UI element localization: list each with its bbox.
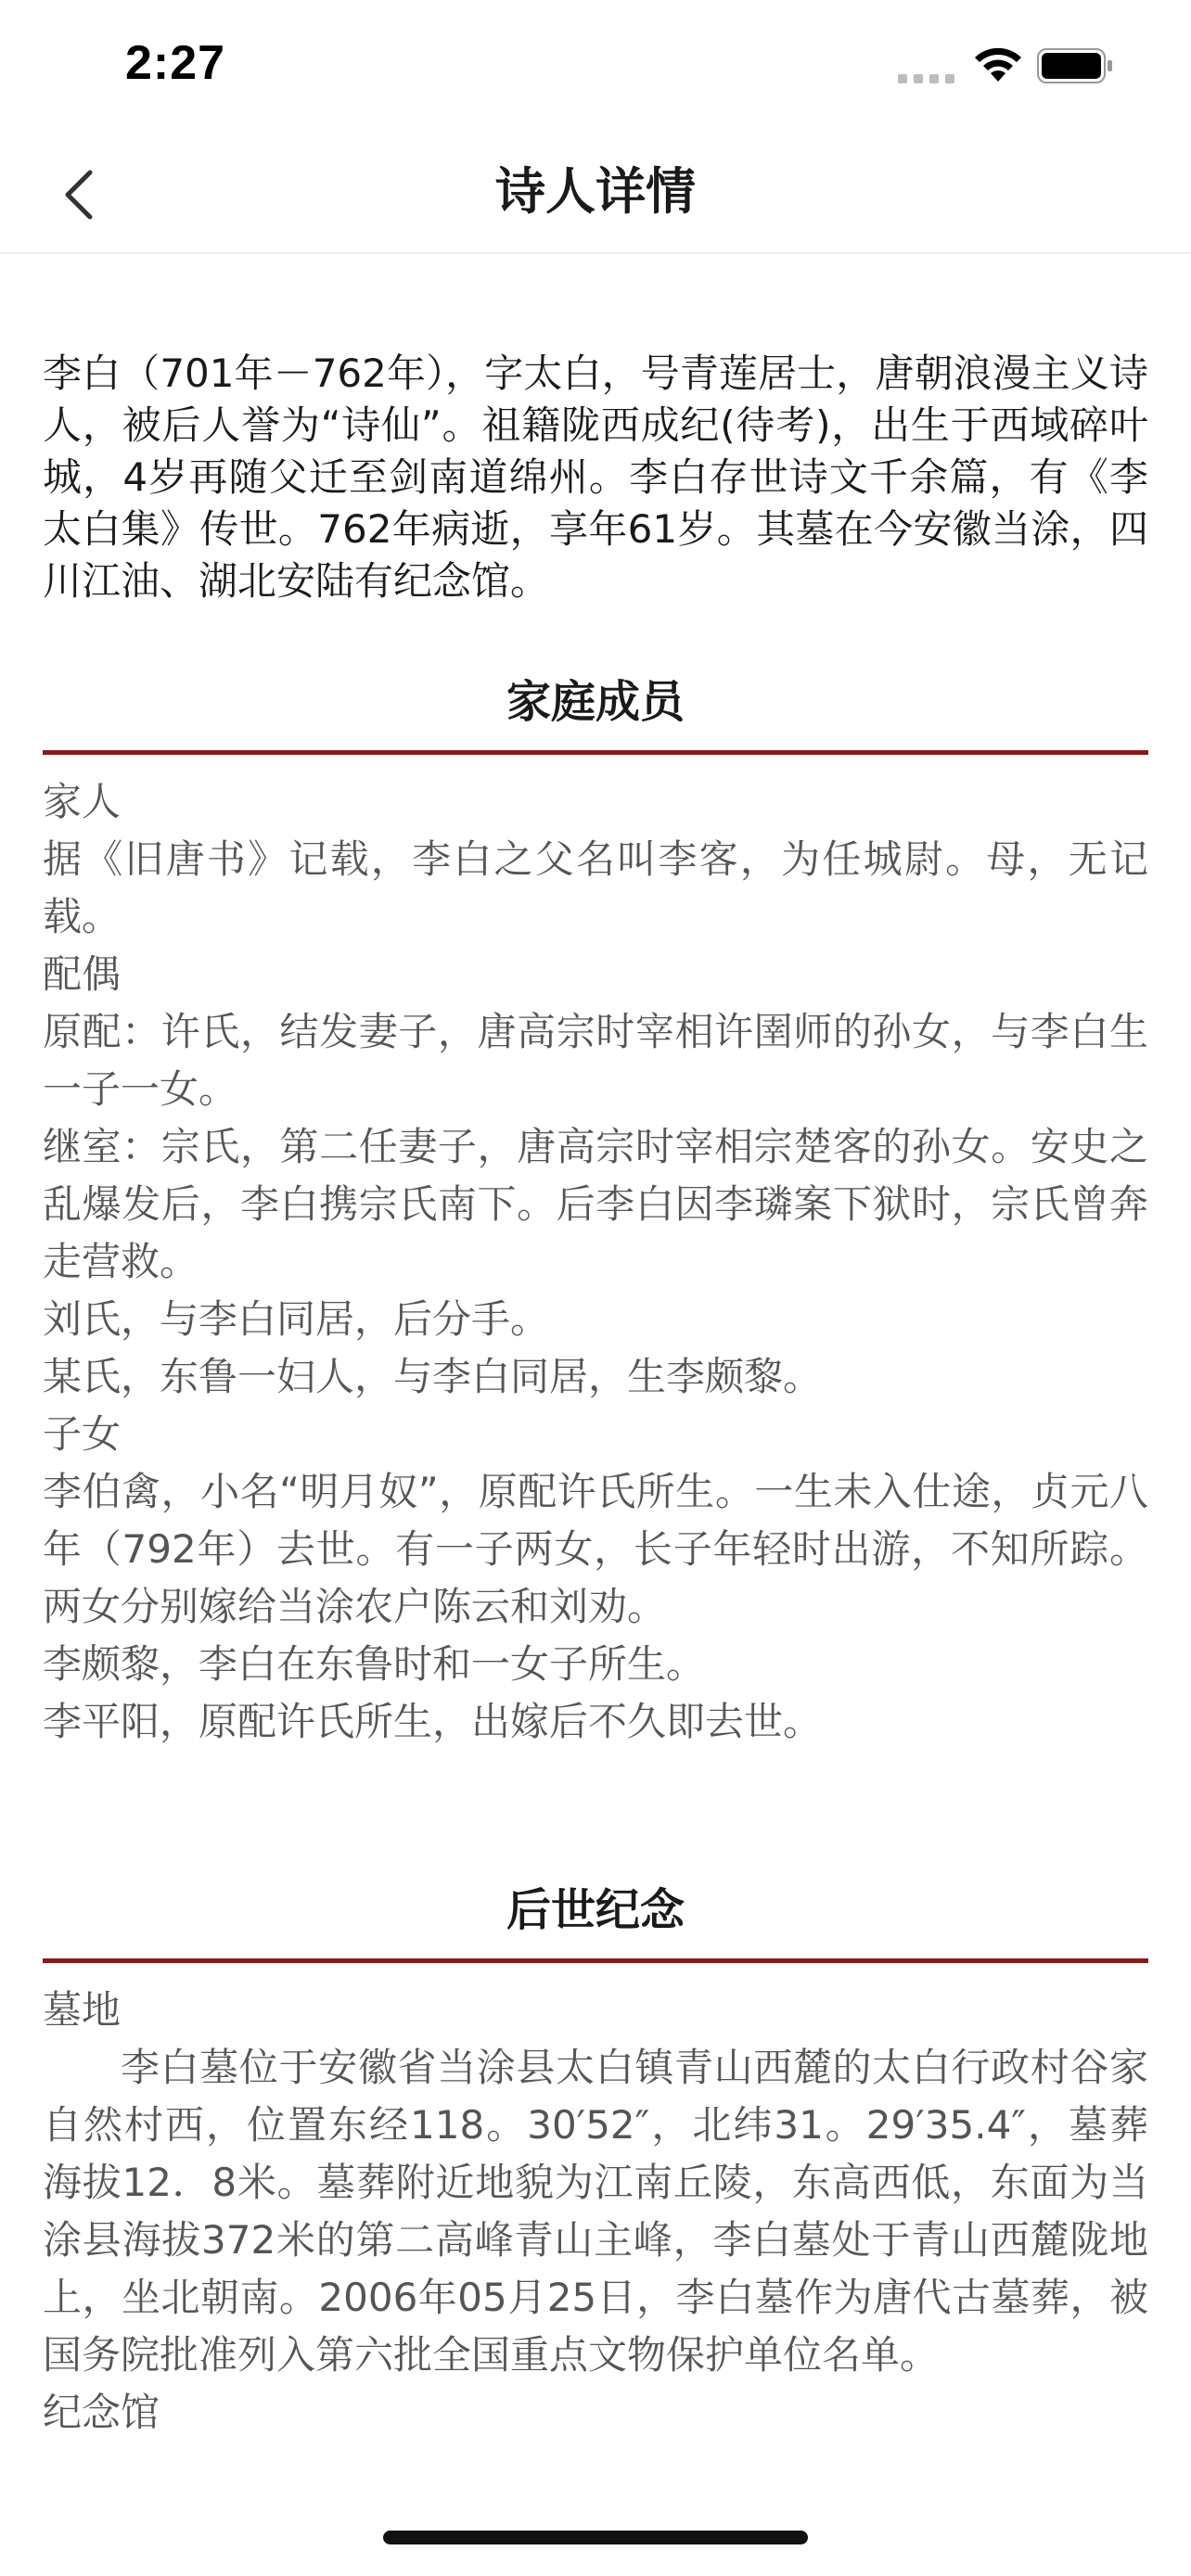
family-line: 李伯禽，小名“明月奴”，原配许氏所生。一生未入仕途，贞元八年（792年）去世。有一子两女，长子年轻时出游，不知所踪。两女分别嫁给当涂农户陈云和刘劝。 xyxy=(43,1469,1148,1629)
signal-icon xyxy=(898,74,955,83)
family-line: 李平阳，原配许氏所生，出嫁后不久即去世。 xyxy=(43,1699,823,1744)
section-divider xyxy=(43,750,1148,755)
family-section-body xyxy=(43,773,1148,1751)
home-indicator[interactable] xyxy=(383,2531,808,2544)
family-line: 李颇黎，李白在东鲁时和一女子所生。 xyxy=(43,1641,706,1687)
section-divider xyxy=(43,1958,1148,1963)
tomb-heading: 墓地 xyxy=(43,1987,122,2033)
memorial-section-title: 后世纪念 xyxy=(506,1884,685,1936)
family-section xyxy=(43,672,1148,1751)
family-line: 原配：许氏，结发妻子，唐高宗时宰相许圉师的孙女，与李白生一子一女。 xyxy=(43,1009,1148,1112)
wifi-icon xyxy=(972,45,1024,83)
page-title: 诗人详情 xyxy=(495,162,696,221)
navigation-bar xyxy=(0,130,1191,254)
family-heading-spouse: 配偶 xyxy=(43,951,122,997)
memorial-section xyxy=(43,1881,1148,2442)
family-heading-children: 子女 xyxy=(43,1411,122,1457)
poet-intro: 李白（701年－762年），字太白，号青莲居士，唐朝浪漫主义诗人，被后人誉为“诗仙”。祖籍陇西成纪(待考)，出生于西域碎叶城，4岁再随父迁至剑南道绵州。李白存世诗文千余篇，有《李太白集》传世。762年病逝，享年61岁。其墓在今安徽当涂，四川江油、湖北安陆有纪念馆。 xyxy=(43,351,1148,604)
status-bar xyxy=(0,0,1191,130)
family-line: 据《旧唐书》记载，李白之父名叫李客，为任城尉。母，无记载。 xyxy=(43,836,1148,939)
battery-icon xyxy=(1037,48,1115,83)
family-line: 刘氏，与李白同居，后分手。 xyxy=(43,1296,550,1342)
status-time: 2:27 xyxy=(125,36,226,90)
family-line: 某氏，东鲁一妇人，与李白同居，生李颇黎。 xyxy=(43,1354,823,1399)
tomb-description: 李白墓位于安徽省当涂县太白镇青山西麓的太白行政村谷家自然村西，位置东经118。30′52″，北纬31。29′35.4″，墓葬海拔12．8米。墓葬附近地貌为江南丘陵，东高西低，东面为当涂县海拔372米的第二高峰青山主峰，李白墓处于青山西麓陇地上，坐北朝南。2006年05月25日，李白墓作为唐代古墓葬，被国务院批准列入第六批全国重点文物保护单位名单。 xyxy=(43,2045,1148,2378)
poet-detail-content xyxy=(43,348,1148,2442)
family-heading-family: 家人 xyxy=(43,779,122,824)
family-section-title: 家庭成员 xyxy=(506,676,685,728)
memorial-section-body xyxy=(43,1982,1148,2442)
museum-heading: 纪念馆 xyxy=(43,2390,160,2435)
family-line: 继室：宗氏，第二任妻子，唐高宗时宰相宗楚客的孙女。安史之乱爆发后，李白携宗氏南下。后李白因李璘案下狱时，宗氏曾奔走营救。 xyxy=(43,1124,1148,1284)
